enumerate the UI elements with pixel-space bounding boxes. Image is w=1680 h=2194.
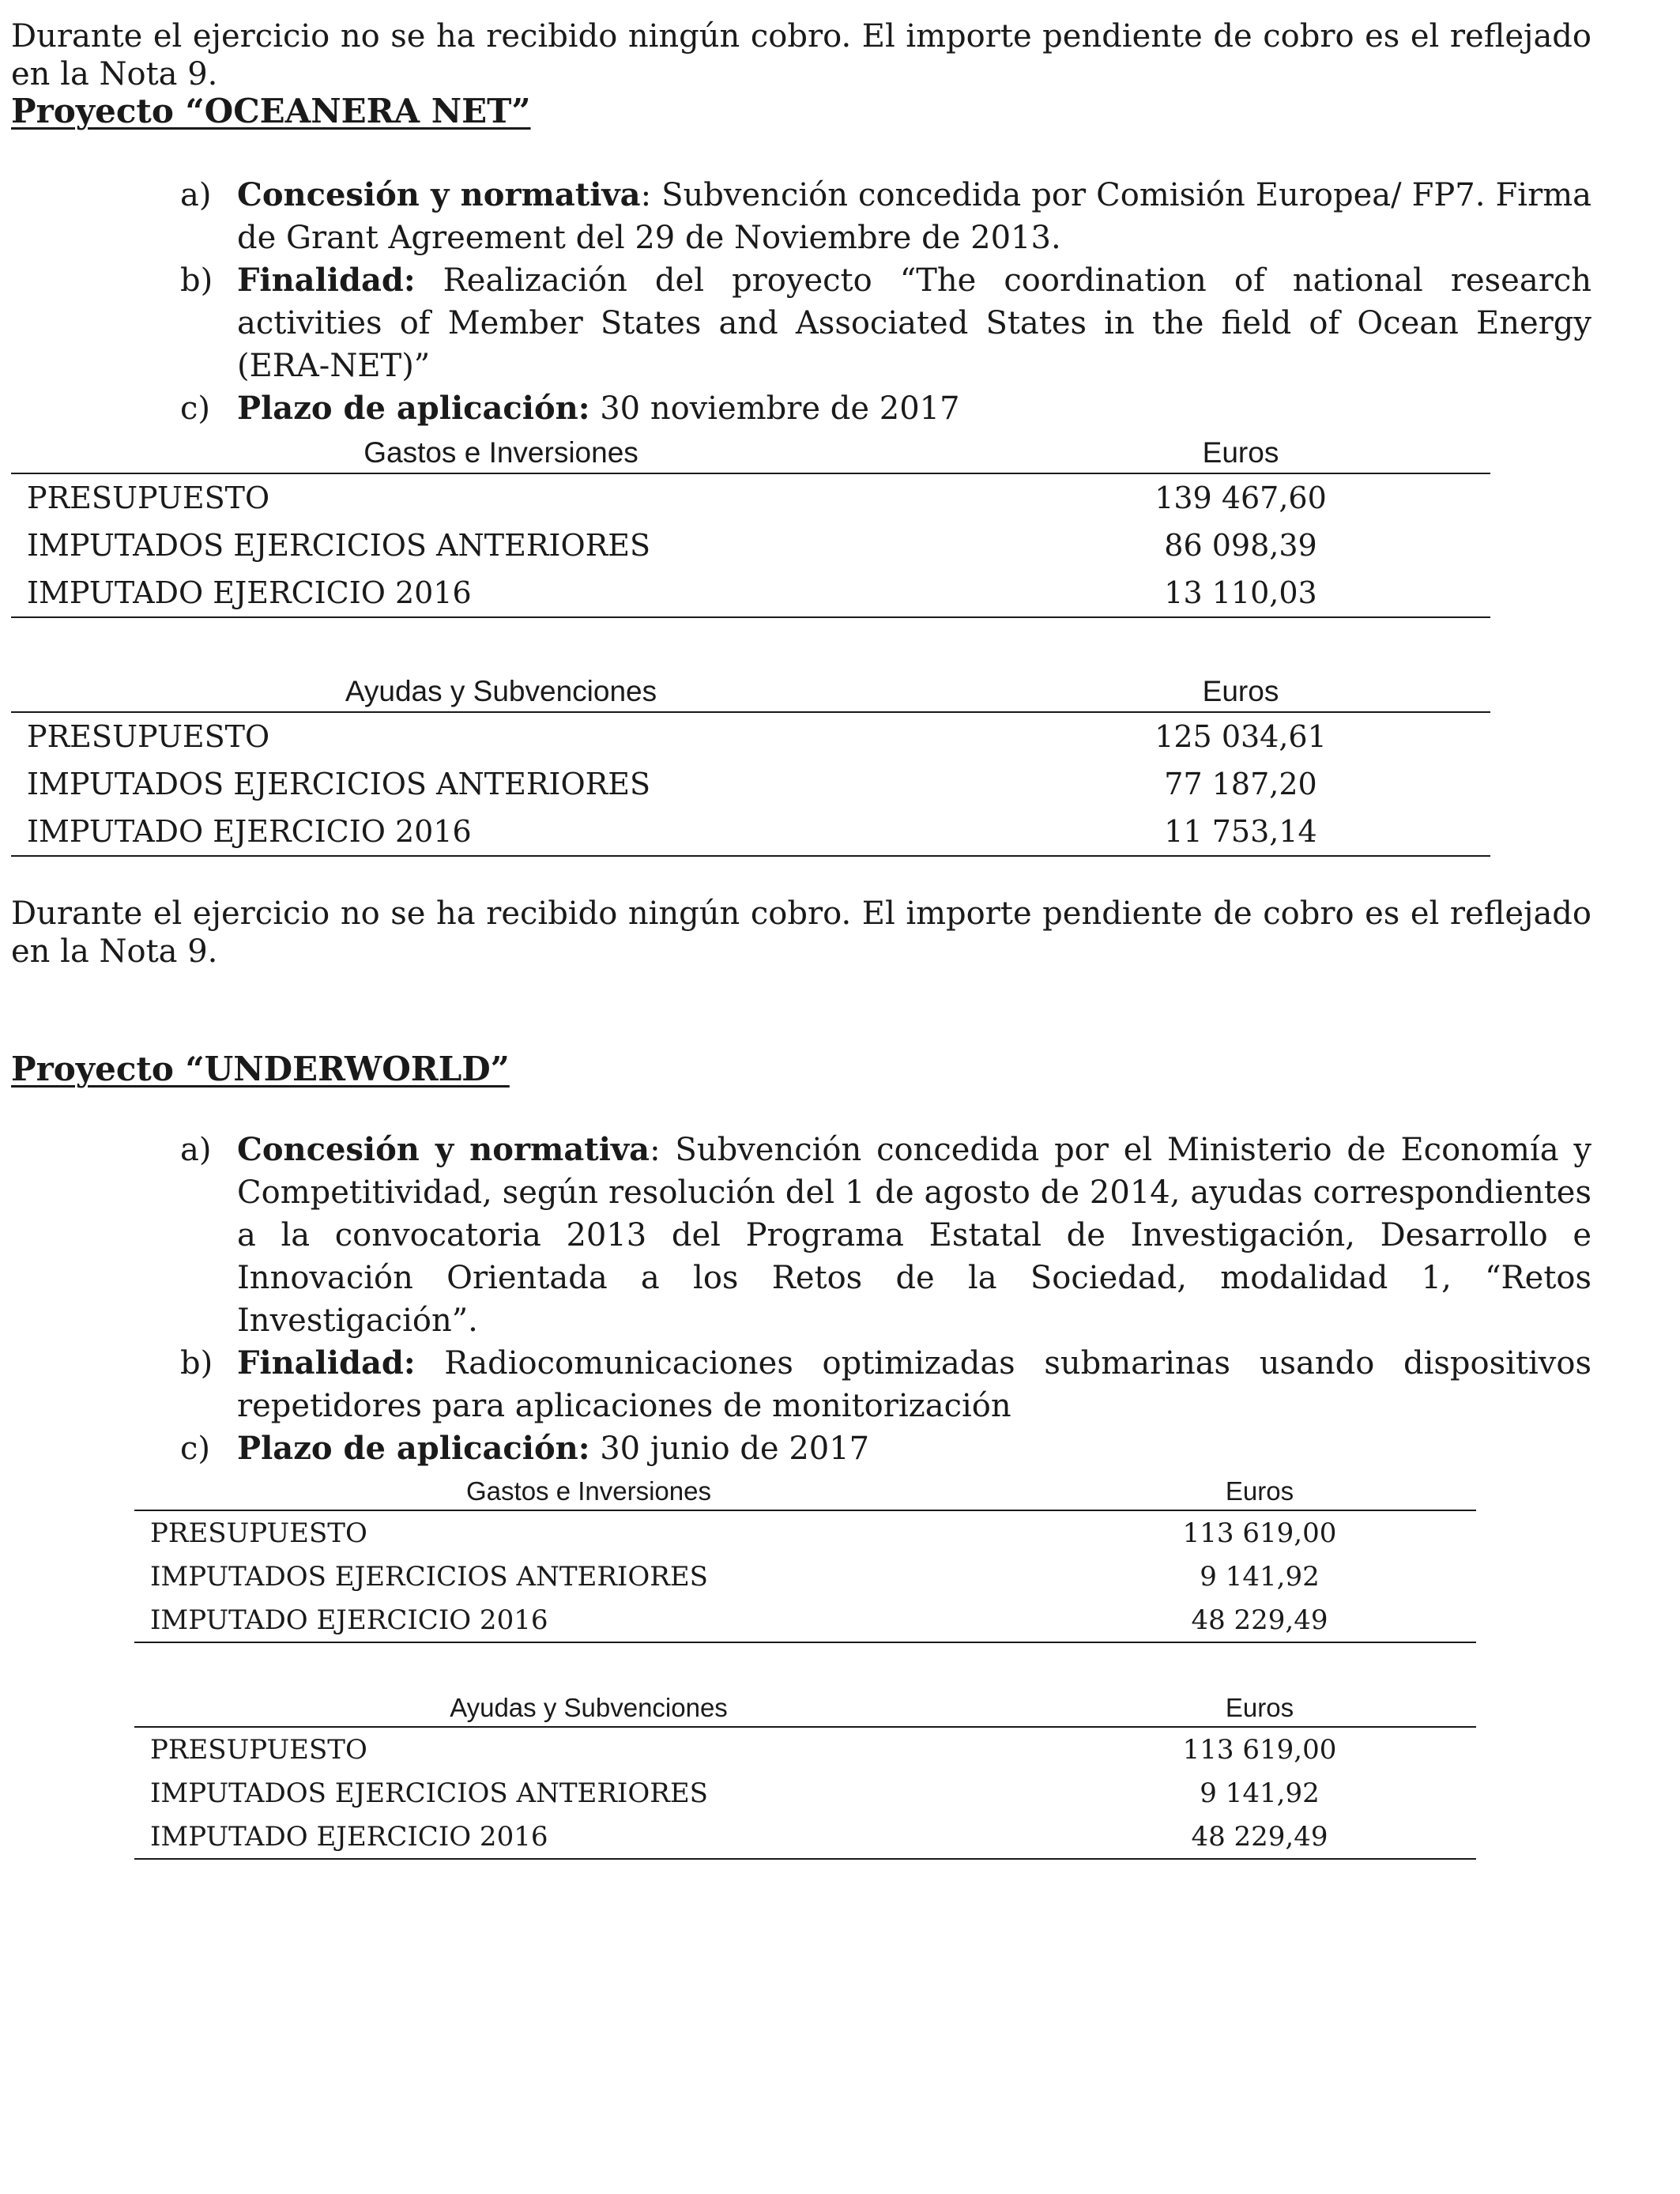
row-label: IMPUTADOS EJERCICIOS ANTERIORES <box>150 1777 708 1809</box>
table-value-header: Euros <box>991 665 1490 712</box>
row-label: PRESUPUESTO <box>27 481 270 515</box>
table-row <box>134 1598 1476 1642</box>
row-label: IMPUTADO EJERCICIO 2016 <box>11 808 991 856</box>
item-marker: c) <box>180 390 211 427</box>
intro-paragraph: Durante el ejercicio no se ha recibido ningún cobro. El importe pendiente de cobro es el reflejado en la Nota 9. <box>11 18 1591 92</box>
item-marker: b) <box>180 262 213 299</box>
table-header: Gastos e Inversiones <box>134 1468 1043 1510</box>
row-value: 139 467,60 <box>1155 481 1327 515</box>
table-header: Ayudas y Subvenciones <box>134 1685 1043 1727</box>
underworld-items <box>180 1129 1591 1470</box>
table-row <box>11 712 1490 760</box>
underworld-gastos-table <box>134 1468 1476 1643</box>
underworld-title: Proyecto “UNDERWORLD” <box>11 1050 510 1088</box>
oceanera-item-a <box>180 174 1591 259</box>
item-separator: : <box>640 177 652 213</box>
table-row <box>134 1555 1476 1598</box>
item-label: Finalidad: <box>237 262 416 299</box>
item-label: Concesión y normativa <box>237 1131 650 1168</box>
oceanera-item-b <box>180 259 1591 387</box>
row-value: 113 619,00 <box>1182 1517 1337 1549</box>
table-value-header: Euros <box>991 427 1490 473</box>
table-row <box>134 1771 1476 1815</box>
underworld-item-b <box>180 1342 1591 1427</box>
underworld-ayudas-table <box>134 1685 1476 1860</box>
row-value: 77 187,20 <box>1164 767 1317 801</box>
item-text: Radiocomunicaciones optimizadas submarinas usando dispositivos repetidores para aplicaciones de monitorización <box>237 1345 1591 1424</box>
row-label: PRESUPUESTO <box>27 719 270 754</box>
table-row <box>11 473 1490 522</box>
underworld-item-a <box>180 1129 1591 1342</box>
oceanera-item-c <box>180 387 1591 430</box>
item-label: Finalidad: <box>237 1344 416 1382</box>
row-label: PRESUPUESTO <box>150 1733 367 1766</box>
row-label: IMPUTADOS EJERCICIOS ANTERIORES <box>150 1560 708 1593</box>
oceanera-title: Proyecto “OCEANERA NET” <box>11 92 531 130</box>
table-row <box>134 1815 1476 1859</box>
row-value: 48 229,49 <box>1043 1815 1476 1859</box>
table-row <box>11 522 1490 569</box>
table-row <box>134 1510 1476 1555</box>
table-value-header: Euros <box>1043 1685 1476 1727</box>
row-value: 11 753,14 <box>991 808 1490 856</box>
row-label: IMPUTADO EJERCICIO 2016 <box>11 569 991 617</box>
table-row <box>134 1727 1476 1771</box>
row-label: PRESUPUESTO <box>150 1517 367 1549</box>
item-label: Plazo de aplicación: <box>237 1430 590 1467</box>
row-value: 9 141,92 <box>1200 1777 1320 1809</box>
row-value: 125 034,61 <box>1155 719 1327 754</box>
row-value: 86 098,39 <box>1164 528 1317 563</box>
table-value-header: Euros <box>1043 1468 1476 1510</box>
item-marker: c) <box>180 1431 211 1467</box>
row-value: 48 229,49 <box>1043 1598 1476 1642</box>
item-text: Subvención concedida por el Ministerio de Economía y Competitividad, según resolución del 1 de agosto de 2014, ayudas correspondientes a la convocatoria 2013 del Programa Estatal de Investigación, Desarrollo e Innovación Orientada a los Retos de la Sociedad, modalidad 1, “Retos Investigación”. <box>237 1132 1591 1339</box>
item-marker: b) <box>180 1345 213 1382</box>
item-text: 30 junio de 2017 <box>590 1431 870 1467</box>
row-value: 13 110,03 <box>991 569 1490 617</box>
oceanera-closing-paragraph: Durante el ejercicio no se ha recibido ningún cobro. El importe pendiente de cobro es el reflejado en la Nota 9. <box>11 895 1591 970</box>
oceanera-items <box>180 174 1591 430</box>
table-row <box>11 808 1490 856</box>
item-separator: : <box>650 1132 661 1168</box>
item-marker: a) <box>180 177 212 213</box>
oceanera-gastos-table <box>11 427 1490 618</box>
row-value: 9 141,92 <box>1200 1560 1320 1593</box>
item-label: Plazo de aplicación: <box>237 390 590 427</box>
item-text: 30 noviembre de 2017 <box>590 390 960 427</box>
item-text: Realización del proyecto “The coordination of national research activities of Member States and Associated States in the field of Ocean Energy (ERA-NET)” <box>237 262 1591 384</box>
table-header: Ayudas y Subvenciones <box>11 665 991 712</box>
item-label: Concesión y normativa <box>237 176 641 213</box>
table-row <box>11 569 1490 617</box>
table-header: Gastos e Inversiones <box>11 427 991 473</box>
oceanera-ayudas-table <box>11 665 1490 857</box>
table-row <box>11 760 1490 808</box>
row-label: IMPUTADOS EJERCICIOS ANTERIORES <box>27 767 650 801</box>
row-value: 113 619,00 <box>1182 1733 1337 1766</box>
underworld-item-c <box>180 1427 1591 1470</box>
item-text: Subvención concedida por Comisión Europea/ FP7. Firma de Grant Agreement del 29 de Noviembre de 2013. <box>237 177 1591 256</box>
row-label: IMPUTADO EJERCICIO 2016 <box>134 1815 1043 1859</box>
row-label: IMPUTADOS EJERCICIOS ANTERIORES <box>27 528 650 563</box>
item-marker: a) <box>180 1132 212 1168</box>
row-label: IMPUTADO EJERCICIO 2016 <box>134 1598 1043 1642</box>
